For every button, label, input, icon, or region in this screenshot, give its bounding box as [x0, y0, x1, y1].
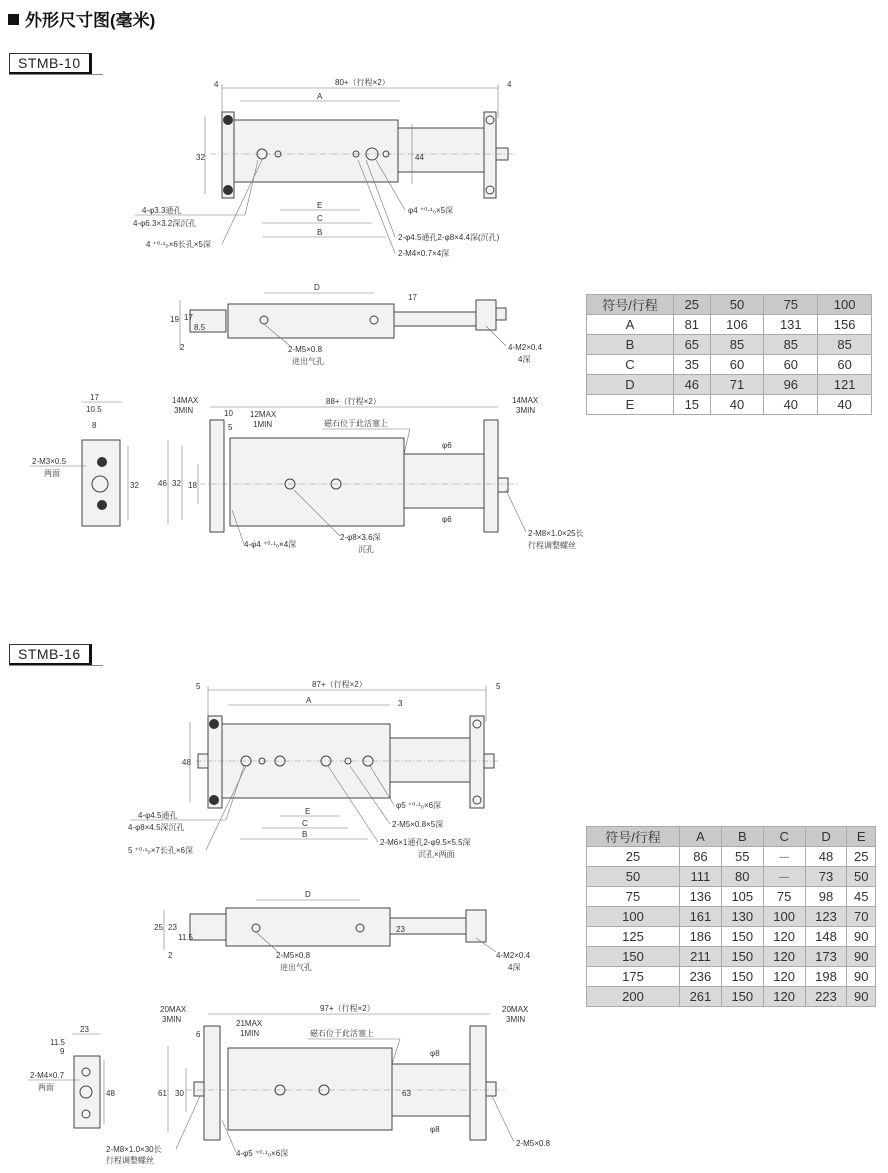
callout: 4-φ3.3通孔 [142, 206, 182, 215]
dim-label: 23 [80, 1025, 89, 1034]
leader-line [392, 1039, 400, 1064]
stmb16-end-view [28, 1025, 115, 1128]
table-cell: 131 [764, 315, 818, 335]
dim-label: 20MAX [160, 1005, 187, 1014]
table-row [587, 987, 876, 1007]
callout: 4-φ4.5通孔 [138, 811, 178, 820]
dim-label: 11.5 [178, 933, 193, 942]
dim-label: 4 [214, 80, 219, 89]
table-cell: － [763, 847, 805, 867]
table-cell: D [587, 375, 674, 395]
dim-label: 21MAX [236, 1019, 263, 1028]
section-title: 外形尺寸图(毫米) [25, 11, 156, 30]
leader-line [506, 490, 526, 532]
callout: 2-M8×1.0×30长 [106, 1145, 162, 1154]
table-cell: 106 [710, 315, 764, 335]
stmb10-bottom-view [158, 396, 584, 554]
table-cell: 261 [680, 987, 722, 1007]
table-header-cell: 符号/行程 [587, 827, 680, 847]
dim-label: 10 [224, 409, 233, 418]
table-row [587, 967, 876, 987]
table-cell: 55 [721, 847, 763, 867]
end-plate [74, 1056, 100, 1128]
end-plate [470, 716, 484, 808]
table-cell: 121 [818, 375, 872, 395]
dim-label: A [306, 696, 312, 705]
table-header-cell: 75 [764, 295, 818, 315]
table-row [587, 395, 872, 415]
end-plate [484, 420, 498, 532]
table-header-cell: A [680, 827, 722, 847]
end-block [190, 914, 226, 940]
mount-hole-icon [97, 457, 107, 467]
dim-label: A [317, 92, 323, 101]
table-cell: 150 [721, 967, 763, 987]
dim-label: 9 [60, 1047, 65, 1056]
table-cell: 60 [764, 355, 818, 375]
leader-line [404, 429, 410, 454]
dim-label: 3 [398, 699, 403, 708]
table-header-cell: B [721, 827, 763, 847]
table-cell: 90 [847, 987, 876, 1007]
dim-label: 25 [154, 923, 163, 932]
table-cell: 80 [721, 867, 763, 887]
callout: 两面 [44, 469, 60, 478]
table-row [587, 947, 876, 967]
mount-hole-icon [209, 795, 219, 805]
dim-label: 1MIN [240, 1029, 260, 1038]
dim-label: E [305, 807, 311, 816]
table-cell: 46 [674, 375, 711, 395]
dim-label: 2 [168, 951, 173, 960]
table-cell: 70 [847, 907, 876, 927]
dim-label: 5 [196, 682, 201, 691]
dim-label: C [302, 819, 308, 828]
table-cell: 60 [710, 355, 764, 375]
dim-label: 44 [415, 153, 424, 162]
table-cell: 48 [805, 847, 847, 867]
table-cell: 150 [721, 927, 763, 947]
table-cell: 90 [847, 947, 876, 967]
dim-label: φ6 [442, 441, 452, 450]
callout: 4-φ6.3×3.2深沉孔 [133, 219, 197, 228]
dim-label: 32 [130, 481, 139, 490]
stmb10-end-view [30, 393, 139, 526]
table-cell: 25 [587, 847, 680, 867]
dim-label: 磁石位于此活塞上 [324, 419, 388, 428]
dim-label: 23 [396, 925, 405, 934]
table-cell: 98 [805, 887, 847, 907]
dim-label: 4 [507, 80, 512, 89]
table-cell: 25 [847, 847, 876, 867]
dim-label: 17 [184, 313, 193, 322]
table-cell: 100 [763, 907, 805, 927]
dim-label: 19 [170, 315, 179, 324]
table-header-cell: D [805, 827, 847, 847]
table-cell: 136 [680, 887, 722, 907]
table-header-cell: 符号/行程 [587, 295, 674, 315]
dim-label: 48 [182, 758, 191, 767]
callout: 4-M2×0.4 [508, 343, 543, 352]
dim-label: 6 [196, 1030, 201, 1039]
table-cell: 223 [805, 987, 847, 1007]
table-cell: 71 [710, 375, 764, 395]
table-cell: 75 [587, 887, 680, 907]
dim-label: 23 [168, 923, 177, 932]
table-cell: 73 [805, 867, 847, 887]
guide-rods [390, 738, 472, 782]
table-header-row [587, 295, 872, 315]
callout: 2-M5×0.8×5深 [392, 820, 444, 829]
table-header-cell: 50 [710, 295, 764, 315]
table-cell: 100 [587, 907, 680, 927]
guide-rods [398, 128, 486, 172]
dim-label: B [317, 228, 323, 237]
table-cell: 200 [587, 987, 680, 1007]
table-cell: 65 [674, 335, 711, 355]
callout: 2-M5×0.8 [516, 1139, 551, 1148]
end-plate [208, 716, 222, 808]
table-cell: 186 [680, 927, 722, 947]
dim-label: 3MIN [516, 406, 536, 415]
dim-label: 18 [188, 481, 197, 490]
table-cell: 90 [847, 927, 876, 947]
table-header-cell: 25 [674, 295, 711, 315]
table-cell: 150 [587, 947, 680, 967]
table-header-cell: E [847, 827, 876, 847]
dim-label: 46 [158, 479, 167, 488]
mount-hole-icon [223, 185, 233, 195]
table-cell: 15 [674, 395, 711, 415]
dim-label: φ6 [442, 515, 452, 524]
table-cell: 175 [587, 967, 680, 987]
dim-label: 8 [92, 421, 97, 430]
stmb16-top-view [128, 679, 501, 859]
callout: 2-M3×0.5 [32, 457, 67, 466]
callout: 行程调整螺丝 [106, 1156, 154, 1165]
callout: 2-M5×0.8 [276, 951, 311, 960]
end-plate [204, 1026, 220, 1140]
dim-label: 3MIN [506, 1015, 526, 1024]
dim-label: 48 [106, 1089, 115, 1098]
dim-label: 1MIN [253, 420, 273, 429]
dim-label: D [314, 283, 320, 292]
dim-label: 3MIN [162, 1015, 182, 1024]
table-cell: B [587, 335, 674, 355]
table-cell: 105 [721, 887, 763, 907]
table-cell: 111 [680, 867, 722, 887]
stopper-bolt [498, 478, 508, 492]
table-row [587, 335, 872, 355]
stmb10-side-view [170, 283, 543, 366]
callout: 4-φ8×4.5深沉孔 [128, 823, 185, 832]
end-plate [82, 440, 120, 526]
table-row [587, 355, 872, 375]
table-cell: 85 [710, 335, 764, 355]
table-cell: 96 [764, 375, 818, 395]
stopper-bolt [194, 1082, 204, 1096]
table-cell: E [587, 395, 674, 415]
callout: 2-M4×0.7 [30, 1071, 65, 1080]
table-row [587, 375, 872, 395]
table-cell: 40 [818, 395, 872, 415]
model-tag-stmb10: STMB-10 [9, 53, 92, 75]
callout: 4深 [508, 963, 521, 972]
table-cell: 156 [818, 315, 872, 335]
table-cell: 60 [818, 355, 872, 375]
callout: φ4 ⁺⁰·¹₀×5深 [408, 206, 454, 215]
dim-label: 3MIN [174, 406, 194, 415]
table-cell: 211 [680, 947, 722, 967]
dim-label: 10.5 [86, 405, 102, 414]
end-block [466, 910, 486, 942]
callout: 4-φ5 ⁺⁰·¹₀×6深 [236, 1149, 289, 1158]
table-cell: 81 [674, 315, 711, 335]
table-cell: C [587, 355, 674, 375]
dim-label: 61 [158, 1089, 167, 1098]
dim-label: 磁石位于此活塞上 [310, 1029, 374, 1038]
callout: 4-φ4 ⁺⁰·¹₀×4深 [244, 540, 297, 549]
table-row [587, 847, 876, 867]
stmb10-top-view [133, 77, 516, 258]
end-plate [470, 1026, 486, 1140]
table-cell: － [763, 867, 805, 887]
callout: 2-M5×0.8 [288, 345, 323, 354]
table-cell: 120 [763, 967, 805, 987]
table-cell: 198 [805, 967, 847, 987]
table-cell: 86 [680, 847, 722, 867]
table-cell: 40 [710, 395, 764, 415]
table-cell: 75 [763, 887, 805, 907]
cylinder-body [228, 304, 394, 338]
stmb16-side-view [154, 890, 531, 972]
callout: 进出气孔 [280, 963, 312, 972]
callout: 进出气孔 [292, 357, 324, 366]
cylinder-body [226, 908, 390, 946]
guide-rods [404, 454, 486, 508]
dim-label: 12MAX [250, 410, 277, 419]
table-cell: 173 [805, 947, 847, 967]
dim-label: 14MAX [172, 396, 199, 405]
dim-label: 5 [228, 423, 233, 432]
dim-label: 63 [402, 1089, 411, 1098]
table-cell: 125 [587, 927, 680, 947]
dim-label: 14MAX [512, 396, 539, 405]
callout: 4-M2×0.4 [496, 951, 531, 960]
callout: 2-φ4.5通孔2-φ8×4.4深(沉孔) [398, 233, 500, 242]
dim-label: 17 [90, 393, 99, 402]
table-row [587, 887, 876, 907]
dim-label: 97+（行程×2） [320, 1004, 375, 1013]
dim-label: 87+（行程×2） [312, 680, 367, 689]
model-tag-stmb16: STMB-16 [9, 644, 92, 666]
dim-label: B [302, 830, 308, 839]
table-cell: 150 [721, 947, 763, 967]
callout: 行程调整螺丝 [528, 541, 576, 550]
dim-label: 30 [175, 1089, 184, 1098]
mount-hole-icon [97, 500, 107, 510]
table-cell: 130 [721, 907, 763, 927]
table-cell: 236 [680, 967, 722, 987]
dim-label: C [317, 214, 323, 223]
dim-label: E [317, 201, 323, 210]
stmb16-dimension-table [586, 826, 876, 1007]
piston-rod [394, 312, 476, 326]
end-block [476, 300, 496, 330]
stmb10-dimension-table [586, 294, 872, 415]
table-row [587, 927, 876, 947]
dim-label: 88+（行程×2） [326, 397, 381, 406]
table-cell: 85 [764, 335, 818, 355]
callout: 2-φ8×3.6深 [340, 533, 381, 542]
dim-label: D [305, 890, 311, 899]
callout: 2-M8×1.0×25长 [528, 529, 584, 538]
leader-line [492, 1096, 514, 1142]
end-plate [210, 420, 224, 532]
table-row [587, 867, 876, 887]
table-cell: 123 [805, 907, 847, 927]
callout: 4 ⁺⁰·¹₀×6长孔×5深 [146, 240, 211, 249]
table-cell: 161 [680, 907, 722, 927]
table-cell: 150 [721, 987, 763, 1007]
cylinder-body [228, 1048, 392, 1130]
dim-label: 17 [408, 293, 417, 302]
callout: 两面 [38, 1083, 54, 1092]
dim-label: 8.5 [194, 323, 206, 332]
table-cell: 40 [764, 395, 818, 415]
leader-line [176, 1096, 200, 1149]
table-cell: 120 [763, 947, 805, 967]
mount-hole-icon [209, 719, 219, 729]
callout: 2-M6×1通孔2-φ9.5×5.5深 [380, 838, 471, 847]
dim-label: 5 [496, 682, 501, 691]
table-header-cell: 100 [818, 295, 872, 315]
callout: 2-M4×0.7×4深 [398, 249, 450, 258]
callout: 4深 [518, 355, 531, 364]
dim-label: 32 [196, 153, 205, 162]
table-cell: A [587, 315, 674, 335]
table-row [587, 315, 872, 335]
table-header-row [587, 827, 876, 847]
dim-label: 2 [180, 343, 185, 352]
table-cell: 120 [763, 927, 805, 947]
table-cell: 90 [847, 967, 876, 987]
dim-label: 20MAX [502, 1005, 529, 1014]
table-cell: 35 [674, 355, 711, 375]
table-row [587, 907, 876, 927]
table-cell: 50 [587, 867, 680, 887]
table-cell: 45 [847, 887, 876, 907]
dim-label: φ8 [430, 1049, 440, 1058]
table-header-cell: C [763, 827, 805, 847]
callout: 沉孔×两面 [418, 850, 455, 859]
stopper-bolt [486, 1082, 496, 1096]
dim-label: 32 [172, 479, 181, 488]
stopper-bolt [496, 308, 506, 320]
callout: 沉孔 [358, 545, 374, 554]
dim-label: 80+（行程×2） [335, 78, 390, 87]
end-plate [484, 112, 496, 198]
table-cell: 120 [763, 987, 805, 1007]
dim-label: 11.5 [50, 1038, 65, 1047]
callout: 5 ⁺⁰·¹₀×7长孔×6深 [128, 846, 193, 855]
stmb16-bottom-view [106, 1003, 551, 1165]
table-cell: 85 [818, 335, 872, 355]
table-cell: 148 [805, 927, 847, 947]
dim-label: φ8 [430, 1125, 440, 1134]
table-cell: 50 [847, 867, 876, 887]
mount-hole-icon [223, 115, 233, 125]
callout: φ5 ⁺⁰·¹₀×6深 [396, 801, 442, 810]
